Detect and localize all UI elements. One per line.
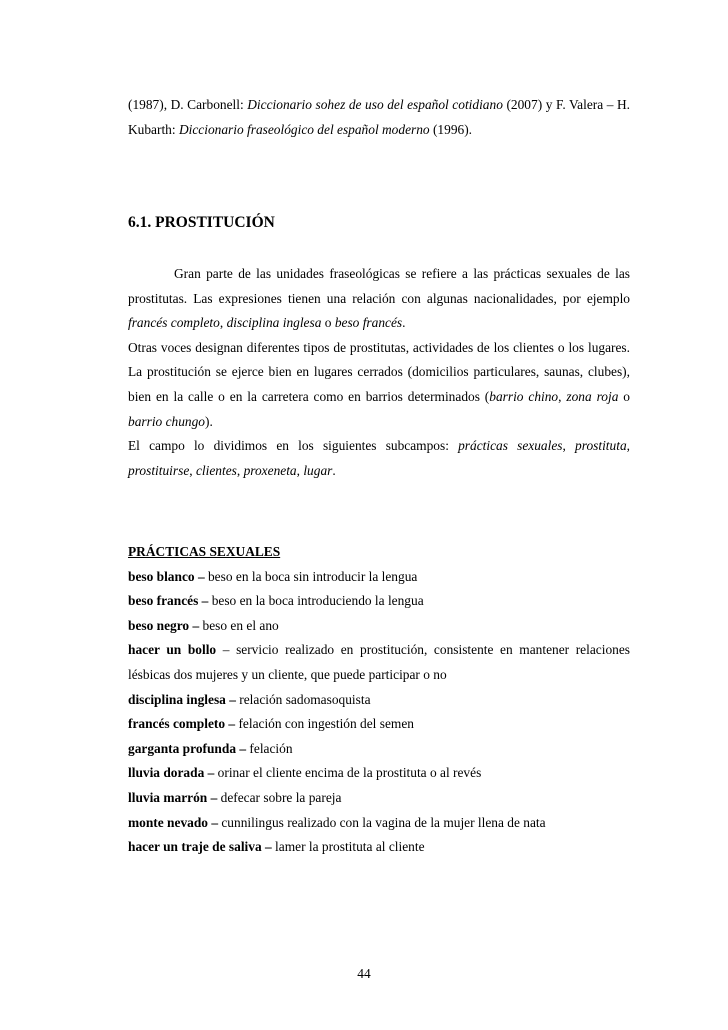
paragraph-3: El campo lo dividimos en los siguientes subcampos: prácticas sexuales, prostituta, prostituirse, clientes, proxeneta, lugar. — [128, 438, 630, 478]
glossary-definition: relación sadomasoquista — [235, 691, 371, 707]
paragraph-1: Gran parte de las unidades fraseológicas se refiere a las prácticas sexuales de las prostitutas. Las expresiones tienen una relación con algunas nacionalidades, por ejemplo francés completo, disciplina inglesa o beso francés. — [128, 266, 630, 331]
intro-paragraph — [128, 93, 630, 142]
glossary-entry — [128, 638, 630, 687]
glossary-entry — [128, 811, 630, 836]
example-phrase: disciplina inglesa — [226, 315, 322, 331]
glossary-definition: beso en la boca sin introducir la lengua — [204, 568, 418, 584]
book-title: Diccionario fraseológico del español moderno — [178, 121, 430, 137]
page-number: 44 — [357, 966, 371, 981]
glossary-definition: defecar sobre la pareja — [217, 789, 342, 805]
section-heading: 6.1. PROSTITUCIÓN — [128, 214, 275, 231]
glossary-definition: orinar el cliente encima de la prostituta o al revés — [214, 765, 482, 781]
subfield-name: proxeneta — [243, 462, 297, 478]
glossary-definition: cunnilingus realizado con la vagina de la mujer llena de nata — [218, 814, 546, 830]
glossary-term: francés completo – — [128, 716, 236, 732]
intro-text: (1987), D. Carbonell: — [128, 97, 248, 112]
glossary-definition: beso en la boca introduciendo la lengua — [208, 593, 424, 609]
subfield-name: clientes — [195, 462, 237, 478]
subfield-name: prostituirse — [128, 462, 190, 478]
glossary — [128, 540, 630, 860]
subfield-name: prácticas sexuales — [458, 438, 563, 454]
glossary-entry — [128, 688, 630, 713]
example-phrase: zona roja — [566, 388, 619, 404]
glossary-term: beso blanco – — [128, 568, 205, 584]
glossary-definition: – servicio realizado en prostitución, consistente en mantener relaciones lésbicas dos mujeres y un cliente, que puede participar o no — [128, 642, 630, 682]
glossary-subheading: PRÁCTICAS SEXUALES — [128, 544, 281, 559]
glossary-term: disciplina inglesa – — [128, 691, 236, 707]
glossary-definition: lamer la prostituta al cliente — [271, 839, 425, 855]
glossary-entry — [128, 786, 630, 811]
intro-text: (1996). — [429, 121, 473, 137]
paragraph-2: Otras voces designan diferentes tipos de prostitutas, actividades de los clientes o los lugares. La prostitución se ejerce bien en lugares cerrados (domicilios particulares, saunas, clubes), bien en la calle o en la carretera como en barrios determinados (barrio chino, zona roja o barrio chungo). — [128, 339, 630, 429]
glossary-term: hacer un traje de saliva – — [128, 839, 272, 855]
glossary-entry — [128, 565, 630, 590]
glossary-entry — [128, 589, 630, 614]
example-phrase: francés completo — [128, 315, 220, 331]
glossary-term: lluvia dorada – — [128, 765, 215, 781]
subfield-name: prostituta — [575, 438, 627, 454]
book-title: Diccionario sohez de uso del español cotidiano — [247, 97, 503, 112]
glossary-term: beso negro – — [128, 617, 200, 633]
glossary-entry — [128, 614, 630, 639]
example-phrase: barrio chino — [489, 388, 559, 404]
glossary-entry — [128, 712, 630, 737]
example-phrase: beso francés — [334, 315, 403, 331]
glossary-term: monte nevado – — [128, 814, 219, 830]
example-phrase: barrio chungo — [128, 413, 205, 429]
glossary-term: garganta profunda – — [128, 740, 247, 756]
glossary-term: lluvia marrón – — [128, 789, 218, 805]
glossary-definition: beso en el ano — [199, 617, 279, 633]
glossary-entry — [128, 761, 630, 786]
glossary-definition: felación — [246, 740, 293, 756]
glossary-entry — [128, 835, 630, 860]
subfield-name: lugar — [303, 462, 333, 478]
section-body — [128, 262, 630, 483]
glossary-definition: felación con ingestión del semen — [235, 716, 414, 732]
glossary-entry — [128, 737, 630, 762]
glossary-term: hacer un bollo — [128, 642, 217, 658]
glossary-term: beso francés – — [128, 593, 209, 609]
intro-text: (2007) y F. Valera – H. Kubarth: — [128, 97, 631, 137]
